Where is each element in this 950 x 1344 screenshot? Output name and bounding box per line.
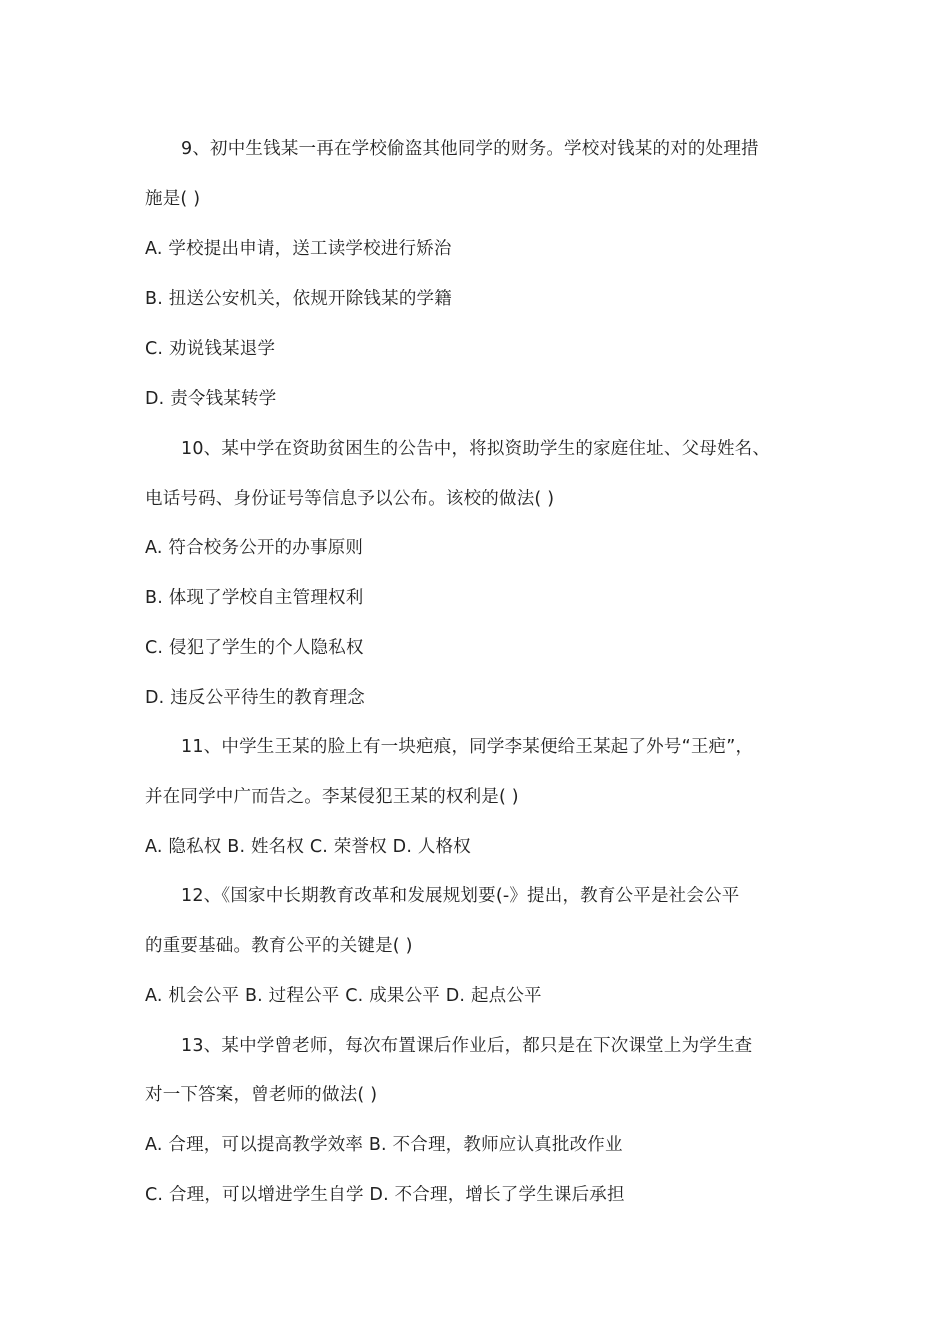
question-13-options-ab: A. 合理，可以提高教学效率 B. 不合理，教师应认真批改作业 [145,1135,623,1155]
question-9-option-b: B. 扭送公安机关，依规开除钱某的学籍 [145,289,452,309]
question-9-stem: 9、初中生钱某一再在学校偷盗其他同学的财务。学校对钱某的对的处理措 [181,139,759,159]
question-10-stem-cont: 电话号码、身份证号等信息予以公布。该校的做法( ) [145,489,555,509]
question-13-stem-cont: 对一下答案，曾老师的做法( ) [145,1085,378,1105]
question-9-option-c: C. 劝说钱某退学 [145,339,276,359]
question-11-options: A. 隐私权 B. 姓名权 C. 荣誉权 D. 人格权 [145,837,471,857]
question-13-stem: 13、某中学曾老师，每次布置课后作业后，都只是在下次课堂上为学生查 [181,1036,753,1056]
question-9-option-a: A. 学校提出申请，送工读学校进行矫治 [145,239,452,259]
question-12-options: A. 机会公平 B. 过程公平 C. 成果公平 D. 起点公平 [145,986,542,1006]
question-11-stem: 11、中学生王某的脸上有一块疤痕，同学李某便给王某起了外号“王疤”， [181,737,754,757]
question-12-stem-cont: 的重要基础。教育公平的关键是( ) [145,936,413,956]
question-9-option-d: D. 责令钱某转学 [145,389,277,409]
question-12-stem: 12、《国家中长期教育改革和发展规划要(-》提出，教育公平是社会公平 [181,886,740,906]
question-13-options-cd: C. 合理，可以增进学生自学 D. 不合理，增长了学生课后承担 [145,1185,625,1205]
question-9-stem-cont: 施是( ) [145,189,201,209]
question-10-stem: 10、某中学在资助贫困生的公告中，将拟资助学生的家庭住址、父母姓名、 [181,439,771,459]
question-11-stem-cont: 并在同学中广而告之。李某侵犯王某的权利是( ) [145,787,519,807]
question-10-option-b: B. 体现了学校自主管理权利 [145,588,364,608]
question-10-option-d: D. 违反公平待生的教育理念 [145,688,365,708]
question-10-option-a: A. 符合校务公开的办事原则 [145,538,364,558]
question-10-option-c: C. 侵犯了学生的个人隐私权 [145,638,364,658]
